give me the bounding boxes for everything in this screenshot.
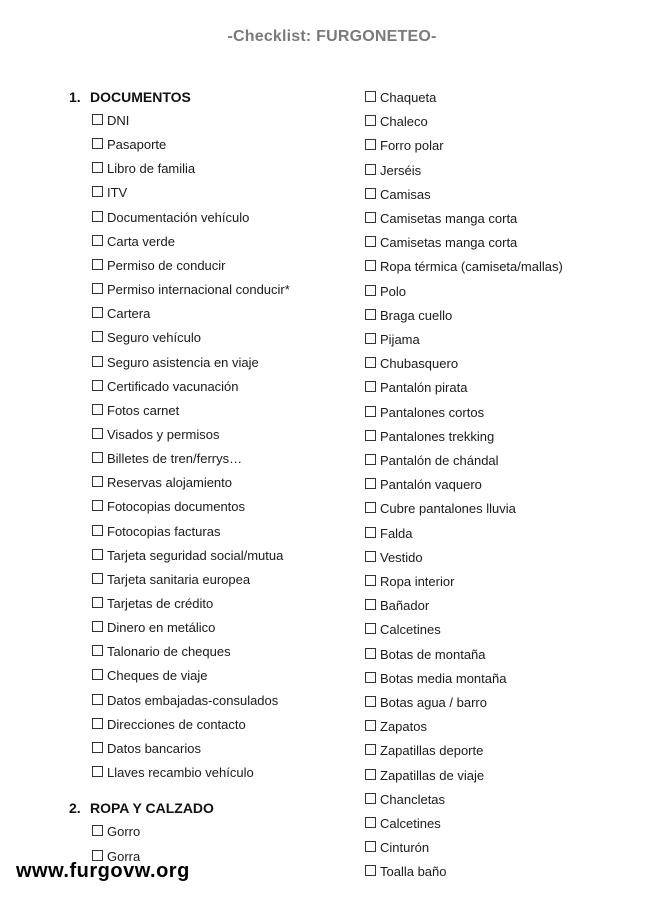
checklist-item-label: Camisetas manga corta — [380, 235, 518, 251]
checkbox[interactable] — [365, 720, 376, 731]
checklist-item[interactable] — [365, 499, 516, 519]
checklist-item[interactable] — [92, 449, 242, 469]
checklist-item[interactable] — [365, 596, 429, 616]
checklist-item-label: Gorra — [107, 848, 141, 864]
checklist-item-label: Pantalón de chándal — [380, 453, 499, 468]
checklist-item-label: Chaleco — [380, 114, 428, 130]
checklist-item-label: Certificado vacunación — [107, 378, 239, 394]
checklist-item-label: Cinturón — [380, 840, 430, 856]
checklist-item-label: Botas agua / barro — [380, 695, 487, 710]
checklist-item-label: Zapatillas de viaje — [380, 767, 485, 783]
checklist-item-label: Vestido — [380, 549, 423, 565]
checkbox[interactable] — [92, 825, 103, 836]
checklist-item-label: Jerséis — [380, 162, 422, 178]
checklist-item-label: Botas de montaña — [380, 646, 486, 662]
checklist-item-label: ITV — [107, 185, 128, 201]
checklist-item-label: Braga cuello — [380, 307, 453, 323]
checkbox[interactable] — [92, 476, 103, 487]
checkbox[interactable] — [365, 212, 376, 223]
checklist-item[interactable] — [365, 790, 445, 810]
checklist-item-label: Cheques de viaje — [107, 668, 208, 684]
checklist-item-label: Reservas alojamiento — [107, 475, 233, 491]
checkbox[interactable] — [365, 454, 376, 465]
checklist-item-label: Chubasquero — [380, 356, 459, 372]
checklist-item-label: Documentación vehículo — [107, 209, 250, 225]
checklist-item-label: Seguro vehículo — [107, 330, 201, 346]
checkbox[interactable] — [365, 575, 376, 586]
checklist-item[interactable] — [92, 522, 220, 542]
checklist-item-label: Bañador — [380, 598, 430, 614]
checklist-item-label: Camisetas manga corta — [380, 211, 518, 226]
checklist-item-label: Chaqueta — [380, 90, 437, 105]
checkbox[interactable] — [365, 164, 376, 175]
checkbox[interactable] — [92, 669, 103, 680]
checkbox[interactable] — [365, 769, 376, 780]
checklist-item[interactable] — [365, 717, 427, 737]
checkbox[interactable] — [365, 285, 376, 296]
checklist-item[interactable] — [365, 185, 431, 205]
checklist-item[interactable] — [365, 814, 441, 834]
checklist-item[interactable] — [365, 112, 428, 132]
checklist-item-label: Pantalón vaquero — [380, 477, 482, 493]
checklist-item[interactable] — [92, 280, 290, 300]
checkbox[interactable] — [92, 428, 103, 439]
checkbox[interactable] — [365, 527, 376, 538]
checklist-item-label: Zapatos — [380, 719, 427, 735]
checklist-item-label: Datos embajadas-consulados — [107, 692, 279, 708]
checklist-item[interactable] — [92, 353, 259, 373]
section-number: 2. — [69, 800, 81, 816]
checklist-item-label: Permiso de conducir — [107, 257, 226, 273]
checklist-item-label: Pantalón pirata — [380, 380, 468, 396]
checklist-item[interactable] — [92, 159, 195, 179]
checklist-item-label: DNI — [107, 113, 130, 128]
checklist-item[interactable] — [365, 548, 423, 568]
checklist-item-label: Gorro — [107, 824, 141, 839]
checklist-item[interactable] — [365, 451, 499, 471]
section-title: ROPA Y CALZADO — [90, 800, 214, 816]
checklist-item[interactable] — [92, 208, 249, 228]
checklist-item[interactable] — [365, 741, 483, 761]
checkbox[interactable] — [92, 850, 103, 861]
checklist-item[interactable] — [365, 838, 429, 858]
checkbox[interactable] — [92, 573, 103, 584]
checkbox[interactable] — [365, 865, 376, 876]
checkbox[interactable] — [92, 186, 103, 197]
checklist-item-label: Cubre pantalones lluvia — [380, 501, 516, 517]
checklist-item[interactable] — [365, 403, 484, 423]
checklist-item[interactable] — [92, 183, 127, 203]
checkbox[interactable] — [92, 331, 103, 342]
checklist-item[interactable] — [365, 306, 452, 326]
checklist-item-label: Visados y permisos — [107, 426, 220, 442]
checklist-item[interactable] — [365, 354, 458, 374]
checkbox[interactable] — [92, 766, 103, 777]
checklist-item[interactable] — [365, 427, 494, 447]
checkbox[interactable] — [365, 696, 376, 707]
checklist-item-label: Billetes de tren/ferrys… — [107, 451, 243, 467]
checklist-item-label: Botas media montaña — [380, 670, 507, 686]
checklist-item[interactable] — [92, 497, 245, 517]
checklist-item[interactable] — [365, 620, 441, 640]
checklist-item-label: Fotos carnet — [107, 402, 180, 418]
checklist-item[interactable] — [92, 135, 166, 155]
checklist-item-label: Calcetines — [380, 816, 441, 831]
checkbox[interactable] — [365, 333, 376, 344]
checkbox[interactable] — [365, 744, 376, 755]
checkbox[interactable] — [92, 621, 103, 632]
checklist-item-label: Ropa térmica (camiseta/mallas) — [380, 259, 563, 275]
checkbox[interactable] — [365, 841, 376, 852]
checkbox[interactable] — [365, 817, 376, 828]
checklist-item[interactable] — [92, 715, 246, 735]
checkbox[interactable] — [92, 718, 103, 729]
checklist-item-label: Pantalones trekking — [380, 428, 495, 444]
checkbox[interactable] — [92, 235, 103, 246]
checkbox[interactable] — [92, 500, 103, 511]
checklist-item[interactable] — [365, 572, 454, 592]
checklist-item[interactable] — [365, 693, 487, 713]
checkbox[interactable] — [365, 623, 376, 634]
checklist-item[interactable] — [92, 546, 283, 566]
checklist-item-label: Forro polar — [380, 138, 444, 154]
checkbox[interactable] — [365, 236, 376, 247]
checkbox[interactable] — [92, 645, 103, 656]
checklist-item[interactable] — [365, 282, 406, 302]
checklist-item[interactable] — [365, 209, 517, 229]
checklist-item[interactable] — [92, 666, 207, 686]
checklist-item[interactable] — [92, 763, 254, 783]
checklist-item[interactable] — [92, 739, 201, 759]
checklist-item[interactable] — [365, 136, 444, 156]
section-heading-ropa — [69, 800, 214, 816]
checklist-item[interactable] — [365, 475, 482, 495]
checklist-item-label: Datos bancarios — [107, 740, 201, 756]
checkbox[interactable] — [365, 309, 376, 320]
checkbox[interactable] — [92, 283, 103, 294]
page-title: -Checklist: FURGONETEO- — [227, 28, 437, 45]
checkbox[interactable] — [365, 91, 376, 102]
section-title: DOCUMENTOS — [90, 89, 191, 105]
checklist-item-label: Ropa interior — [380, 574, 455, 589]
checklist-item[interactable] — [92, 594, 213, 614]
checklist-item-label: Direcciones de contacto — [107, 716, 246, 732]
checklist-item-label: Libro de familia — [107, 161, 196, 177]
checklist-item-label: Pantalones cortos — [380, 404, 485, 420]
checklist-item-label: Fotocopias facturas — [107, 523, 221, 539]
checklist-item[interactable] — [92, 822, 140, 842]
checklist-item-label: Tarjetas de crédito — [107, 596, 214, 611]
checklist-item[interactable] — [365, 330, 420, 350]
checkbox[interactable] — [365, 381, 376, 392]
watermark: www.furgovw.org — [16, 860, 190, 882]
checklist-item[interactable] — [365, 257, 563, 277]
checklist-item[interactable] — [92, 111, 129, 131]
checkbox[interactable] — [365, 551, 376, 562]
checklist-item-label: Polo — [380, 283, 407, 299]
checkbox[interactable] — [92, 742, 103, 753]
checkbox[interactable] — [92, 114, 103, 125]
checklist-item[interactable] — [92, 570, 250, 590]
checklist-item[interactable] — [92, 642, 231, 662]
checklist-item-label: Fotocopias documentos — [107, 499, 246, 515]
checkbox[interactable] — [92, 162, 103, 173]
checkbox[interactable] — [365, 478, 376, 489]
checkbox[interactable] — [92, 525, 103, 536]
checkbox[interactable] — [92, 380, 103, 391]
checklist-item[interactable] — [365, 645, 486, 665]
checkbox[interactable] — [92, 597, 103, 608]
checklist-item[interactable] — [92, 232, 175, 252]
checklist-item[interactable] — [365, 862, 447, 882]
checklist-item[interactable] — [92, 328, 201, 348]
checkbox[interactable] — [365, 115, 376, 126]
checklist-item-label: Chancletas — [380, 791, 446, 807]
checklist-item[interactable] — [92, 304, 150, 324]
checkbox[interactable] — [92, 259, 103, 270]
checkbox[interactable] — [92, 404, 103, 415]
checklist-item-label: Llaves recambio vehículo — [107, 765, 254, 781]
checklist-item-label: Camisas — [380, 186, 431, 202]
section-number: 1. — [69, 89, 81, 105]
checklist-item-label: Tarjeta seguridad social/mutua — [107, 547, 284, 563]
checklist-item-label: Zapatillas deporte — [380, 743, 484, 759]
checkbox[interactable] — [365, 599, 376, 610]
checklist-item-label: Toalla baño — [380, 864, 447, 880]
checkbox[interactable] — [365, 793, 376, 804]
checkbox[interactable] — [365, 188, 376, 199]
checkbox[interactable] — [92, 452, 103, 463]
checklist-item[interactable] — [92, 425, 219, 445]
checkbox[interactable] — [365, 648, 376, 659]
checkbox[interactable] — [365, 406, 376, 417]
section-heading-documentos — [69, 89, 191, 105]
checklist-item[interactable] — [92, 401, 179, 421]
checklist-item-label: Seguro asistencia en viaje — [107, 354, 259, 370]
checklist-item[interactable] — [365, 669, 506, 689]
checkbox[interactable] — [365, 502, 376, 513]
checkbox[interactable] — [92, 211, 103, 222]
checklist-item[interactable] — [365, 233, 517, 253]
checklist-item-label: Pasaporte — [107, 137, 167, 153]
checkbox[interactable] — [365, 139, 376, 150]
checklist-item[interactable] — [92, 377, 239, 397]
checklist-item[interactable] — [365, 766, 484, 786]
checkbox[interactable] — [92, 138, 103, 149]
checklist-item[interactable] — [92, 618, 215, 638]
checkbox[interactable] — [92, 356, 103, 367]
checklist-item[interactable] — [92, 256, 226, 276]
checklist-item-label: Cartera — [107, 306, 151, 322]
checklist-item[interactable] — [365, 524, 413, 544]
checklist-item-label: Tarjeta sanitaria europea — [107, 571, 251, 587]
checklist-item-label: Calcetines — [380, 622, 441, 638]
checklist-item-label: Pijama — [380, 332, 420, 347]
checkbox[interactable] — [365, 357, 376, 368]
checklist-item-label: Permiso internacional conducir* — [107, 282, 290, 298]
checklist-item[interactable] — [92, 473, 232, 493]
checkbox[interactable] — [92, 549, 103, 560]
checklist-item[interactable] — [365, 88, 436, 108]
checkbox[interactable] — [92, 694, 103, 705]
checkbox[interactable] — [365, 260, 376, 271]
checkbox[interactable] — [92, 307, 103, 318]
checklist-item-label: Falda — [380, 525, 413, 541]
checkbox[interactable] — [365, 430, 376, 441]
checklist-item-label: Dinero en metálico — [107, 620, 216, 636]
checklist-item[interactable] — [365, 378, 467, 398]
checkbox[interactable] — [365, 672, 376, 683]
checklist-item-label: Carta verde — [107, 233, 175, 249]
checklist-item-label: Talonario de cheques — [107, 644, 231, 660]
checklist-item[interactable] — [365, 161, 421, 181]
checklist-item[interactable] — [92, 691, 278, 711]
